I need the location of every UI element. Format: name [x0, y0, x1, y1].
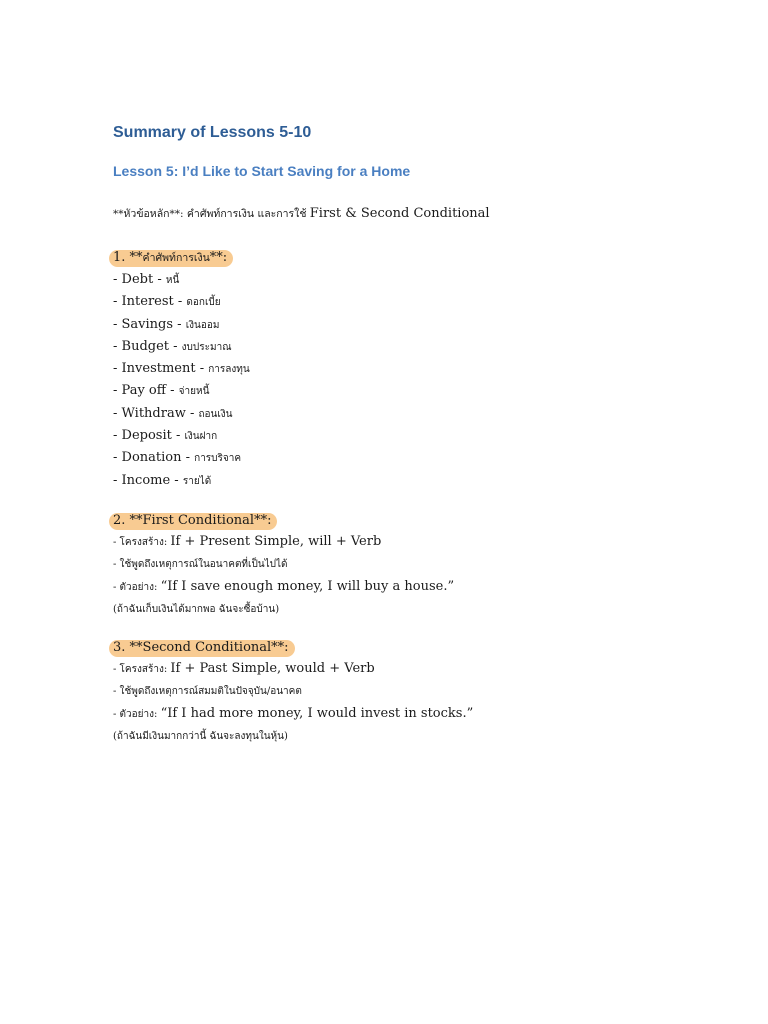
vocab-english: - Savings -	[113, 316, 186, 332]
first-conditional-heading: 2. **First Conditional**:	[113, 511, 271, 531]
vocab-english: - Budget -	[113, 338, 182, 354]
list-item	[113, 314, 250, 336]
lesson-title: Lesson 5: I’d Like to Start Saving for a Home	[113, 163, 411, 179]
example-sentence: “If I had more money, I would invest in stocks.”	[160, 705, 474, 721]
list-item	[113, 336, 250, 358]
vocab-thai: การลงทุน	[208, 364, 250, 376]
list-item	[113, 291, 250, 313]
list-item	[113, 380, 250, 402]
structure-formula: If + Past Simple, would + Verb	[170, 661, 375, 676]
list-item	[113, 470, 250, 492]
vocab-heading-thai: คำศัพท์การเงิน	[142, 252, 210, 264]
vocab-english: - Interest -	[113, 294, 187, 310]
list-item	[113, 425, 250, 447]
vocab-thai: รายได้	[182, 475, 212, 487]
usage-line	[113, 680, 473, 702]
example-sentence: “If I save enough money, I will buy a house.”	[160, 578, 455, 594]
vocab-english: - Donation -	[113, 450, 195, 466]
vocab-heading-num: 1. **	[113, 250, 143, 265]
vocab-english: - Withdraw -	[113, 405, 199, 421]
vocab-thai: งบประมาณ	[181, 341, 232, 353]
topic-thai-text: คำศัพท์การเงิน และการใช้	[183, 208, 310, 220]
translation-line	[113, 725, 473, 747]
vocab-english: - Debt -	[113, 272, 166, 287]
first-conditional-section	[113, 509, 454, 620]
topic-prefix: **หัวข้อหลัก**:	[113, 208, 184, 220]
usage-text: - ใช้พูดถึงเหตุการณ์สมมติในปัจจุบัน/อนาคต	[113, 686, 302, 698]
example-line	[113, 703, 473, 725]
vocab-english: - Deposit -	[113, 428, 185, 444]
vocab-thai: การบริจาค	[194, 453, 242, 465]
translation-text: (ถ้าฉันมีเงินมากกว่านี้ ฉันจะลงทุนในหุ้น)	[113, 730, 288, 742]
usage-line	[113, 553, 454, 575]
vocab-english: - Income -	[113, 472, 183, 488]
vocab-list	[113, 269, 250, 492]
topic-english-text: First & Second Conditional	[309, 206, 490, 221]
structure-formula: If + Present Simple, will + Verb	[170, 534, 382, 549]
vocab-heading	[113, 248, 227, 268]
structure-line	[113, 658, 473, 680]
vocab-thai: จ่ายหนี้	[178, 386, 210, 398]
document-title: Summary of Lessons 5-10	[113, 124, 312, 141]
structure-line	[113, 531, 454, 553]
list-item	[113, 269, 250, 291]
vocab-thai: ดอกเบี้ย	[186, 297, 221, 309]
main-topic-line	[113, 205, 490, 222]
usage-text: - ใช้พูดถึงเหตุการณ์ในอนาคตที่เป็นไปได้	[113, 559, 288, 571]
vocab-heading-end: **:	[209, 250, 228, 265]
second-conditional-section	[113, 636, 473, 747]
vocab-thai: หนี้	[165, 275, 180, 286]
vocab-english: - Pay off -	[113, 383, 179, 399]
list-item	[113, 358, 250, 380]
vocab-thai: เงินออม	[185, 319, 220, 331]
example-label: - ตัวอย่าง:	[113, 581, 161, 593]
second-conditional-heading: 3. **Second Conditional**:	[113, 638, 289, 658]
translation-line	[113, 598, 454, 620]
vocab-section	[113, 246, 250, 492]
list-item	[113, 447, 250, 469]
vocab-thai: ถอนเงิน	[198, 408, 233, 420]
list-item	[113, 403, 250, 425]
example-label: - ตัวอย่าง:	[113, 708, 161, 720]
structure-label: - โครงสร้าง:	[113, 664, 171, 675]
translation-text: (ถ้าฉันเก็บเงินได้มากพอ ฉันจะซื้อบ้าน)	[113, 603, 280, 615]
vocab-english: - Investment -	[113, 361, 209, 377]
vocab-thai: เงินฝาก	[184, 431, 218, 443]
example-line	[113, 576, 454, 598]
structure-label: - โครงสร้าง:	[113, 537, 171, 548]
